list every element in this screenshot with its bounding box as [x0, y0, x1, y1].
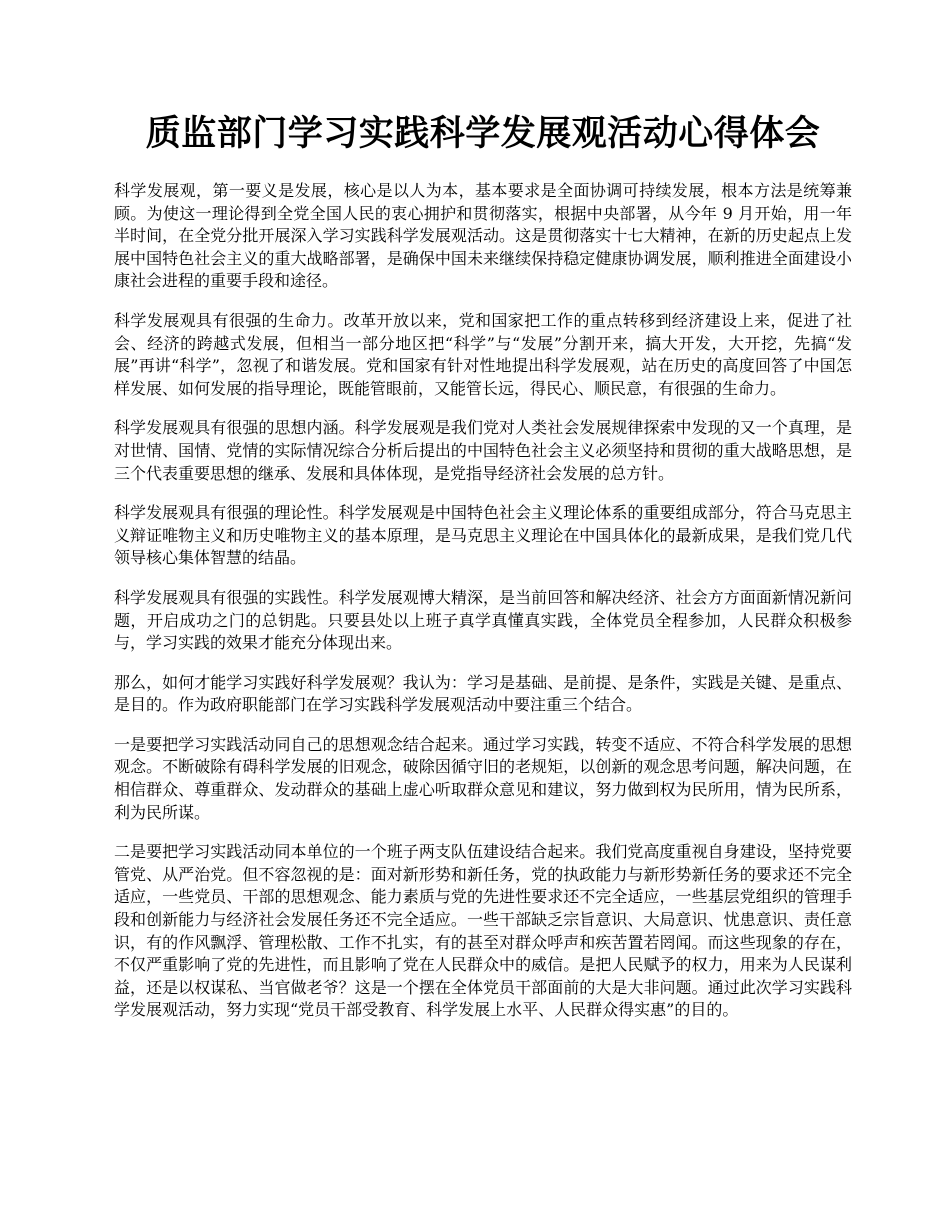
document-title: 质监部门学习实践科学发展观活动心得体会 [145, 113, 821, 154]
paragraph-3: 科学发展观具有很强的思想内涵。科学发展观是我们党对人类社会发展规律探索中发现的又一个真理，是对世情、国情、党情的实际情况综合分析后提出的中国特色社会主义必须坚持和贯彻的重大战略思想，是三个代表重要思想的继承、发展和具体体现，是党指导经济社会发展的总方针。 [114, 418, 852, 483]
paragraph-5: 科学发展观具有很强的实践性。科学发展观博大精深，是当前回答和解决经济、社会方方面面新情况新问题，开启成功之门的总钥匙。只要县处以上班子真学真懂真实践，全体党员全程参加，人民群众积极参与，学习实践的效果才能充分体现出来。 [114, 587, 852, 653]
document-page [114, 110, 852, 1039]
paragraph-4: 科学发展观具有很强的理论性。科学发展观是中国特色社会主义理论体系的重要组成部分，符合马克思主义辩证唯物主义和历史唯物主义的基本原理，是马克思主义理论在中国具体化的最新成果，是我们党几代领导核心集体智慧的结晶。 [114, 503, 852, 568]
paragraph-2: 科学发展观具有很强的生命力。改革开放以来，党和国家把工作的重点转移到经济建设上来，促进了社会、经济的跨越式发展，但相当一部分地区把“科学”与“发展”分割开来，搞大开发，大开挖，先搞“发展”再讲“科学”，忽视了和谐发展。党和国家有针对性地提出科学发展观，站在历史的高度回答了中国怎样发展、如何发展的指导理论，既能管眼前，又能管长远，得民心、顺民意，有很强的生命力。 [114, 310, 852, 398]
paragraph-1: 科学发展观，第一要义是发展，核心是以人为本，基本要求是全面协调可持续发展，根本方法是统筹兼顾。为使这一理论得到全党全国人民的衷心拥护和贯彻落实，根据中央部署，从今年 9 月开始，用一年半时间，在全党分批开展深入学习实践科学发展观活动。这是贯彻落实十七大精神，在新的历史起点上发展中国特色社会主义的重大战略部署，是确保中国未来继续保持稳定健康协调发展，顺利推进全面建设小康社会进程的重要手段和途径。 [114, 181, 852, 291]
paragraph-8: 二是要把学习实践活动同本单位的一个班子两支队伍建设结合起来。我们党高度重视自身建设，坚持党要管党、从严治党。但不容忽视的是：面对新形势和新任务，党的执政能力与新形势新任务的要求还不完全适应，一些党员、干部的思想观念、能力素质与党的先进性要求还不完全适应，一些基层党组织的管理手段和创新能力与经济社会发展任务还不完全适应。一些干部缺乏宗旨意识、大局意识、忧患意识、责任意识，有的作风飘浮、管理松散、工作不扎实，有的甚至对群众呼声和疾苦置若罔闻。而这些现象的存在，不仅严重影响了党的先进性，而且影响了党在人民群众中的威信。是把人民赋予的权力，用来为人民谋利益，还是以权谋私、当官做老爷？这是一个摆在全体党员干部面前的大是大非问题。通过此次学习实践科学发展观活动，努力实现“党员干部受教育、科学发展上水平、人民群众得实惠”的目的。 [114, 842, 852, 1020]
paragraph-6: 那么，如何才能学习实践好科学发展观？我认为：学习是基础、是前提、是条件，实践是关键、是重点、是目的。作为政府职能部门在学习实践科学发展观活动中要注重三个结合。 [114, 672, 852, 715]
paragraph-7: 一是要把学习实践活动同自己的思想观念结合起来。通过学习实践，转变不适应、不符合科学发展的思想观念。不断破除有碍科学发展的旧观念，破除因循守旧的老规矩，以创新的观念思考问题，解决问题，在相信群众、尊重群众、发动群众的基础上虚心听取群众意见和建议，努力做到权为民所用，情为民所系，利为民所谋。 [114, 734, 852, 822]
